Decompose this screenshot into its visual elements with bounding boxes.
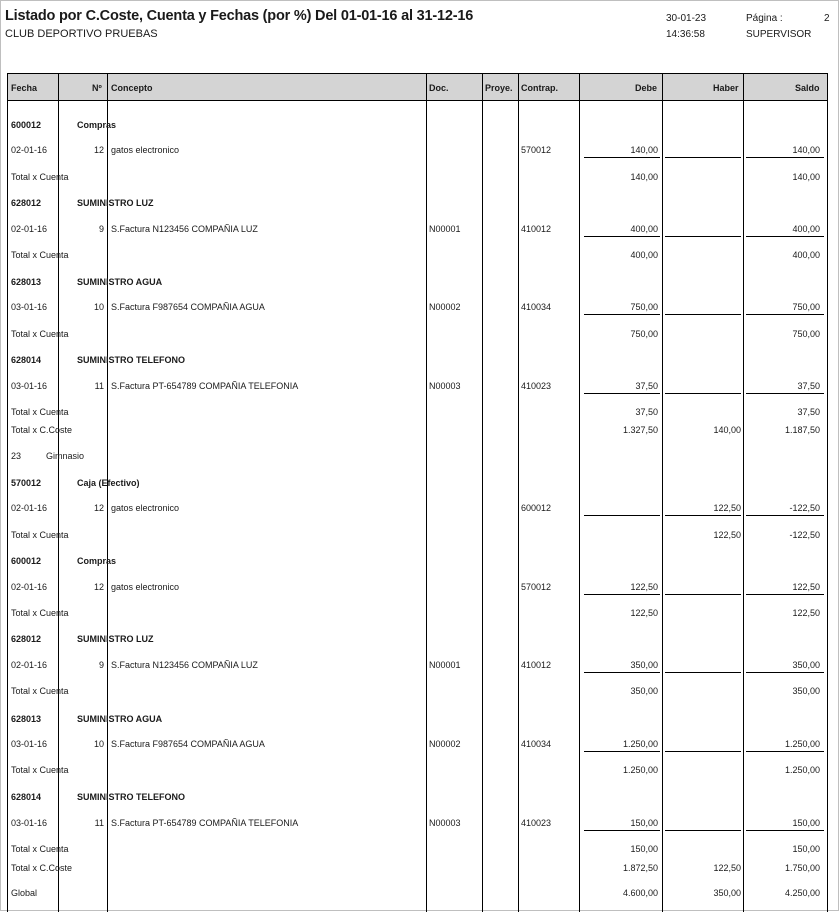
- total-debe: 350,00: [630, 686, 658, 696]
- total-underline: [584, 515, 660, 516]
- account-name: Caja (Efectivo): [77, 478, 140, 488]
- entry-number: 9: [98, 660, 104, 670]
- col-contrap: Contrap.: [521, 83, 558, 93]
- total-underline: [665, 314, 741, 315]
- account-header-row: [8, 791, 827, 803]
- total-haber: 350,00: [713, 888, 741, 898]
- total-underline: [665, 594, 741, 595]
- total-label: Total x Cuenta: [11, 608, 69, 618]
- table-row: [8, 659, 827, 671]
- total-underline: [665, 672, 741, 673]
- entry-date: 02-01-16: [11, 582, 48, 592]
- entry-concept: S.Factura PT-654789 COMPAÑIA TELEFONIA: [111, 818, 299, 828]
- account-name: SUMINISTRO AGUA: [77, 714, 163, 724]
- table-row: [8, 380, 827, 392]
- total-label: Total x Cuenta: [11, 844, 69, 854]
- page-label: Página :: [746, 13, 783, 24]
- col-saldo: Saldo: [795, 83, 820, 93]
- total-underline: [584, 236, 660, 237]
- total-haber: 122,50: [713, 863, 741, 873]
- total-label: Total x Cuenta: [11, 765, 69, 775]
- account-total-row: [8, 171, 827, 183]
- entry-number: 10: [93, 302, 104, 312]
- entry-debe: 150,00: [630, 818, 658, 828]
- total-debe: 1.327,50: [622, 425, 658, 435]
- entry-contrap: 600012: [521, 503, 552, 513]
- total-saldo: 37,50: [797, 407, 820, 417]
- entry-concept: S.Factura F987654 COMPAÑIA AGUA: [111, 302, 265, 312]
- cost-center-name: Gimnasio: [46, 451, 85, 461]
- cost-center-total-row: [8, 862, 827, 874]
- table-row: [8, 502, 827, 514]
- total-label: Global: [11, 888, 38, 898]
- entry-date: 03-01-16: [11, 818, 48, 828]
- total-underline: [746, 393, 824, 394]
- total-label: Total x Cuenta: [11, 686, 69, 696]
- entry-doc: N00002: [429, 739, 461, 749]
- total-haber: 140,00: [713, 425, 741, 435]
- account-name: SUMINISTRO LUZ: [77, 634, 154, 644]
- entry-concept: S.Factura PT-654789 COMPAÑIA TELEFONIA: [111, 381, 299, 391]
- entry-date: 02-01-16: [11, 145, 48, 155]
- total-saldo: 150,00: [792, 844, 820, 854]
- report-time: 14:36:58: [666, 29, 705, 40]
- entry-contrap: 570012: [521, 145, 552, 155]
- total-underline: [665, 751, 741, 752]
- total-underline: [746, 830, 824, 831]
- account-total-row: [8, 843, 827, 855]
- col-proye: Proye.: [485, 83, 513, 93]
- total-underline: [665, 236, 741, 237]
- total-underline: [746, 515, 824, 516]
- entry-date: 03-01-16: [11, 302, 48, 312]
- total-debe: 400,00: [630, 250, 658, 260]
- total-saldo: 122,50: [792, 608, 820, 618]
- col-concepto: Concepto: [111, 83, 153, 93]
- entry-concept: gatos electronico: [111, 582, 180, 592]
- entry-debe: 1.250,00: [622, 739, 658, 749]
- total-saldo: 750,00: [792, 329, 820, 339]
- account-header-row: [8, 713, 827, 725]
- entry-contrap: 410023: [521, 818, 552, 828]
- account-name: SUMINISTRO TELEFONO: [77, 792, 185, 802]
- account-total-row: [8, 764, 827, 776]
- account-code: 628012: [11, 198, 42, 208]
- entry-doc: N00003: [429, 381, 461, 391]
- entry-debe: 37,50: [635, 381, 658, 391]
- company-name: CLUB DEPORTIVO PRUEBAS: [5, 28, 158, 40]
- entry-concept: S.Factura F987654 COMPAÑIA AGUA: [111, 739, 265, 749]
- entry-saldo: 1.250,00: [784, 739, 820, 749]
- total-saldo: 350,00: [792, 686, 820, 696]
- total-underline: [665, 830, 741, 831]
- account-name: SUMINISTRO LUZ: [77, 198, 154, 208]
- total-saldo: 140,00: [792, 172, 820, 182]
- report-table: [7, 73, 828, 912]
- entry-number: 12: [93, 145, 104, 155]
- table-row: [8, 223, 827, 235]
- entry-saldo: 350,00: [792, 660, 820, 670]
- table-row: [8, 144, 827, 156]
- account-code: 570012: [11, 478, 42, 488]
- account-code: 628014: [11, 355, 42, 365]
- total-debe: 122,50: [630, 608, 658, 618]
- entry-saldo: 37,50: [797, 381, 820, 391]
- entry-saldo: 140,00: [792, 145, 820, 155]
- total-underline: [584, 830, 660, 831]
- account-header-row: [8, 477, 827, 489]
- total-underline: [665, 157, 741, 158]
- entry-date: 02-01-16: [11, 503, 48, 513]
- total-saldo: 4.250,00: [784, 888, 820, 898]
- entry-debe: 750,00: [630, 302, 658, 312]
- total-underline: [584, 751, 660, 752]
- entry-saldo: -122,50: [789, 503, 820, 513]
- total-label: Total x C.Coste: [11, 863, 73, 873]
- total-underline: [584, 314, 660, 315]
- entry-contrap: 410034: [521, 739, 552, 749]
- entry-concept: S.Factura N123456 COMPAÑIA LUZ: [111, 224, 258, 234]
- total-underline: [746, 314, 824, 315]
- entry-concept: S.Factura N123456 COMPAÑIA LUZ: [111, 660, 258, 670]
- account-total-row: [8, 406, 827, 418]
- entry-debe: 350,00: [630, 660, 658, 670]
- total-saldo: 1.187,50: [784, 425, 820, 435]
- total-label: Total x Cuenta: [11, 250, 69, 260]
- total-label: Total x C.Coste: [11, 425, 73, 435]
- account-header-row: [8, 197, 827, 209]
- account-name: SUMINISTRO AGUA: [77, 277, 163, 287]
- total-underline: [584, 393, 660, 394]
- total-debe: 4.600,00: [622, 888, 658, 898]
- total-underline: [665, 515, 741, 516]
- col-num: Nº: [92, 83, 102, 93]
- entry-haber: 122,50: [713, 503, 741, 513]
- account-header-row: [8, 276, 827, 288]
- account-code: 628013: [11, 714, 42, 724]
- account-code: 628013: [11, 277, 42, 287]
- col-haber: Haber: [713, 83, 739, 93]
- entry-number: 11: [94, 818, 104, 828]
- account-code: 628012: [11, 634, 42, 644]
- entry-number: 10: [93, 739, 104, 749]
- total-debe: 750,00: [630, 329, 658, 339]
- total-underline: [746, 236, 824, 237]
- col-debe: Debe: [635, 83, 658, 93]
- account-name: Compras: [77, 556, 117, 566]
- cost-center-total-row: [8, 424, 827, 436]
- total-underline: [665, 393, 741, 394]
- account-total-row: [8, 607, 827, 619]
- entry-date: 03-01-16: [11, 381, 48, 391]
- page-number: 2: [824, 13, 830, 24]
- total-underline: [584, 672, 660, 673]
- account-total-row: [8, 529, 827, 541]
- total-label: Total x Cuenta: [11, 329, 69, 339]
- global-total-row: [8, 887, 827, 899]
- total-haber: 122,50: [713, 530, 741, 540]
- entry-concept: gatos electronico: [111, 503, 180, 513]
- account-total-row: [8, 685, 827, 697]
- account-total-row: [8, 249, 827, 261]
- report-user: SUPERVISOR: [746, 29, 812, 40]
- entry-contrap: 410012: [521, 660, 552, 670]
- report-title: Listado por C.Coste, Cuenta y Fechas (por %) Del 01-01-16 al 31-12-16: [5, 8, 474, 24]
- total-saldo: 1.750,00: [784, 863, 820, 873]
- total-saldo: 400,00: [792, 250, 820, 260]
- entry-saldo: 150,00: [792, 818, 820, 828]
- entry-doc: N00002: [429, 302, 461, 312]
- entry-debe: 140,00: [630, 145, 658, 155]
- entry-saldo: 122,50: [792, 582, 820, 592]
- total-debe: 1.250,00: [622, 765, 658, 775]
- entry-debe: 400,00: [630, 224, 658, 234]
- total-debe: 140,00: [630, 172, 658, 182]
- cost-center-header-row: [8, 450, 827, 462]
- account-code: 600012: [11, 556, 42, 566]
- table-row: [8, 581, 827, 593]
- entry-concept: gatos electronico: [111, 145, 180, 155]
- account-header-row: [8, 354, 827, 366]
- total-underline: [746, 157, 824, 158]
- entry-contrap: 570012: [521, 582, 552, 592]
- account-header-row: [8, 633, 827, 645]
- total-debe: 150,00: [630, 844, 658, 854]
- total-label: Total x Cuenta: [11, 530, 69, 540]
- entry-contrap: 410012: [521, 224, 552, 234]
- total-debe: 37,50: [635, 407, 658, 417]
- total-underline: [584, 594, 660, 595]
- entry-contrap: 410034: [521, 302, 552, 312]
- entry-number: 11: [94, 381, 104, 391]
- entry-doc: N00001: [429, 224, 461, 234]
- table-row: [8, 301, 827, 313]
- account-name: SUMINISTRO TELEFONO: [77, 355, 185, 365]
- col-fecha: Fecha: [11, 83, 38, 93]
- table-row: [8, 738, 827, 750]
- total-debe: 1.872,50: [622, 863, 658, 873]
- account-name: Compras: [77, 120, 117, 130]
- total-underline: [746, 751, 824, 752]
- entry-date: 03-01-16: [11, 739, 48, 749]
- entry-date: 02-01-16: [11, 660, 48, 670]
- account-header-row: [8, 555, 827, 567]
- account-total-row: [8, 328, 827, 340]
- entry-doc: N00001: [429, 660, 461, 670]
- total-saldo: 1.250,00: [784, 765, 820, 775]
- cost-center-code: 23: [11, 451, 22, 461]
- entry-number: 9: [98, 224, 104, 234]
- col-doc: Doc.: [429, 83, 449, 93]
- account-code: 600012: [11, 120, 42, 130]
- account-header-row: [8, 119, 827, 131]
- account-code: 628014: [11, 792, 42, 802]
- total-underline: [746, 672, 824, 673]
- total-label: Total x Cuenta: [11, 407, 69, 417]
- report-date: 30-01-23: [666, 13, 707, 24]
- entry-debe: 122,50: [630, 582, 658, 592]
- entry-number: 12: [93, 582, 104, 592]
- table-row: [8, 817, 827, 829]
- entry-contrap: 410023: [521, 381, 552, 391]
- report-rows: [8, 73, 827, 912]
- entry-saldo: 750,00: [792, 302, 820, 312]
- total-saldo: -122,50: [789, 530, 820, 540]
- total-label: Total x Cuenta: [11, 172, 69, 182]
- entry-number: 12: [93, 503, 104, 513]
- entry-doc: N00003: [429, 818, 461, 828]
- total-underline: [584, 157, 660, 158]
- entry-date: 02-01-16: [11, 224, 48, 234]
- entry-saldo: 400,00: [792, 224, 820, 234]
- total-underline: [746, 594, 824, 595]
